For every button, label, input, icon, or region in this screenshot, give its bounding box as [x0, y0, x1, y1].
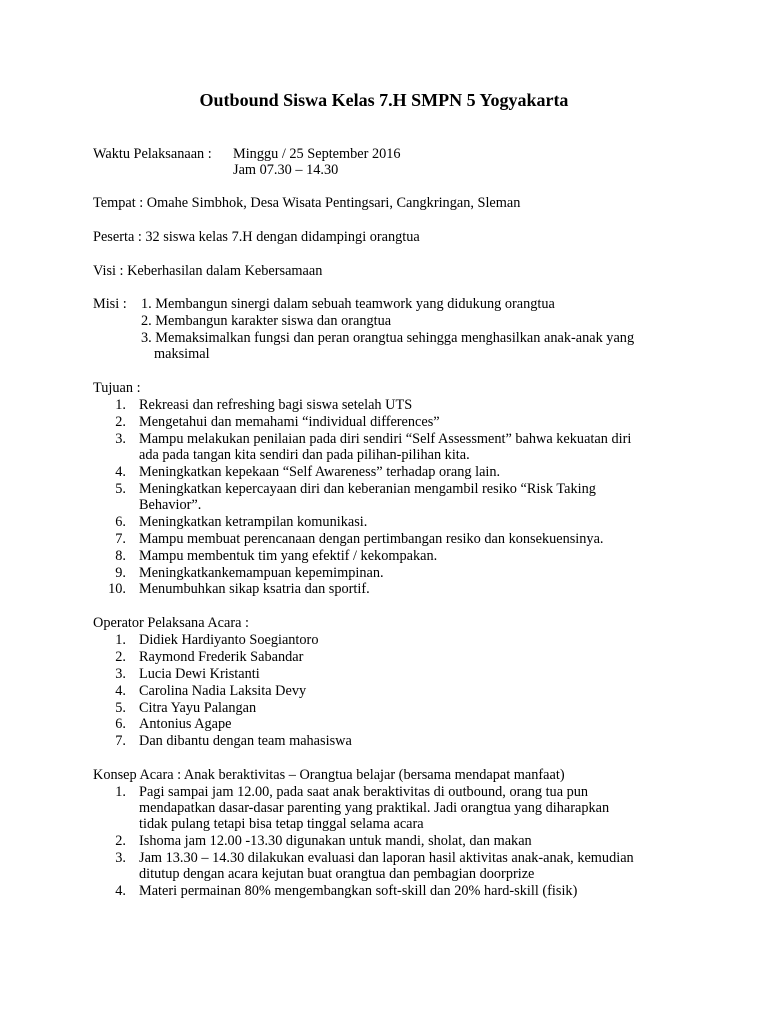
- list-number: 2.: [115, 833, 126, 849]
- misi-item: 1. Membangun sinergi dalam sebuah teamwork yang didukung orangtua: [141, 296, 555, 312]
- list-number: 4.: [115, 464, 126, 480]
- waktu-time: Jam 07.30 – 14.30: [233, 162, 339, 178]
- waktu-date: Minggu / 25 September 2016: [233, 146, 401, 162]
- list-item-continuation: tidak pulang tetapi bisa tetap tinggal selama acara: [139, 816, 424, 832]
- list-item: Mampu membentuk tim yang efektif / kekompakan.: [139, 548, 438, 564]
- misi-label: Misi :: [93, 296, 127, 312]
- list-number: 7.: [115, 531, 126, 547]
- tempat-line: Tempat : Omahe Simbhok, Desa Wisata Pentingsari, Cangkringan, Sleman: [93, 195, 521, 211]
- misi-item: 2. Membangun karakter siswa dan orangtua: [141, 313, 392, 329]
- list-number: 4.: [115, 883, 126, 899]
- list-item: Menumbuhkan sikap ksatria dan sportif.: [139, 581, 370, 597]
- waktu-label: Waktu Pelaksanaan :: [93, 146, 212, 162]
- misi-item: 3. Memaksimalkan fungsi dan peran orangtua sehingga menghasilkan anak-anak yang: [141, 330, 635, 346]
- list-number: 6.: [115, 514, 126, 530]
- list-item: Meningkatkan kepercayaan diri dan keberanian mengambil resiko “Risk Taking: [139, 481, 596, 497]
- list-number: 4.: [115, 683, 126, 699]
- list-number: 1.: [115, 632, 126, 648]
- operator-heading: Operator Pelaksana Acara :: [93, 615, 250, 631]
- list-number: 8.: [115, 548, 126, 564]
- misi-item-continuation: maksimal: [154, 346, 210, 362]
- list-item: Meningkatkan kepekaan “Self Awareness” terhadap orang lain.: [139, 464, 501, 480]
- operator-name: Raymond Frederik Sabandar: [139, 649, 304, 665]
- list-item: Materi permainan 80% mengembangkan soft-skill dan 20% hard-skill (fisik): [139, 883, 578, 899]
- operator-name: Didiek Hardiyanto Soegiantoro: [139, 632, 319, 648]
- list-number: 5.: [115, 700, 126, 716]
- document-title: Outbound Siswa Kelas 7.H SMPN 5 Yogyakarta: [199, 90, 569, 110]
- operator-name: Carolina Nadia Laksita Devy: [139, 683, 307, 699]
- list-number: 3.: [115, 431, 126, 447]
- operator-name: Antonius Agape: [139, 716, 232, 732]
- list-number: 5.: [115, 481, 126, 497]
- list-number: 9.: [115, 565, 126, 581]
- list-number: 6.: [115, 716, 126, 732]
- list-item-continuation: mendapatkan dasar-dasar parenting yang praktikal. Jadi orangtua yang diharapkan: [139, 800, 610, 816]
- konsep-heading: Konsep Acara : Anak beraktivitas – Orangtua belajar (bersama mendapat manfaat): [93, 767, 565, 783]
- list-item: Jam 13.30 – 14.30 dilakukan evaluasi dan laporan hasil aktivitas anak-anak, kemudian: [139, 850, 634, 866]
- list-number: 10.: [108, 581, 126, 597]
- list-number: 1.: [115, 397, 126, 413]
- list-item: Rekreasi dan refreshing bagi siswa setelah UTS: [139, 397, 413, 413]
- list-item: Ishoma jam 12.00 -13.30 digunakan untuk mandi, sholat, dan makan: [139, 833, 532, 849]
- operator-name: Citra Yayu Palangan: [139, 700, 257, 716]
- list-item: Mampu membuat perencanaan dengan pertimbangan resiko dan konsekuensinya.: [139, 531, 604, 547]
- list-item-continuation: ditutup dengan acara kejutan buat orangtua dan pembagian doorprize: [139, 866, 535, 882]
- list-item: Meningkatkankemampuan kepemimpinan.: [139, 565, 384, 581]
- peserta-line: Peserta : 32 siswa kelas 7.H dengan didampingi orangtua: [93, 229, 420, 245]
- list-item: Meningkatkan ketrampilan komunikasi.: [139, 514, 368, 530]
- list-number: 7.: [115, 733, 126, 749]
- tujuan-heading: Tujuan :: [93, 380, 141, 396]
- list-item-continuation: ada pada tangan kita sendiri dan pada pilihan-pilihan kita.: [139, 447, 470, 463]
- list-item-continuation: Behavior”.: [139, 497, 202, 513]
- list-number: 2.: [115, 649, 126, 665]
- operator-name: Dan dibantu dengan team mahasiswa: [139, 733, 352, 749]
- list-number: 1.: [115, 784, 126, 800]
- visi-line: Visi : Keberhasilan dalam Kebersamaan: [93, 263, 323, 279]
- list-item: Mampu melakukan penilaian pada diri sendiri “Self Assessment” bahwa kekuatan diri: [139, 431, 632, 447]
- list-number: 3.: [115, 666, 126, 682]
- list-number: 2.: [115, 414, 126, 430]
- operator-name: Lucia Dewi Kristanti: [139, 666, 260, 682]
- list-number: 3.: [115, 850, 126, 866]
- list-item: Pagi sampai jam 12.00, pada saat anak beraktivitas di outbound, orang tua pun: [139, 784, 589, 800]
- list-item: Mengetahui dan memahami “individual differences”: [139, 414, 440, 430]
